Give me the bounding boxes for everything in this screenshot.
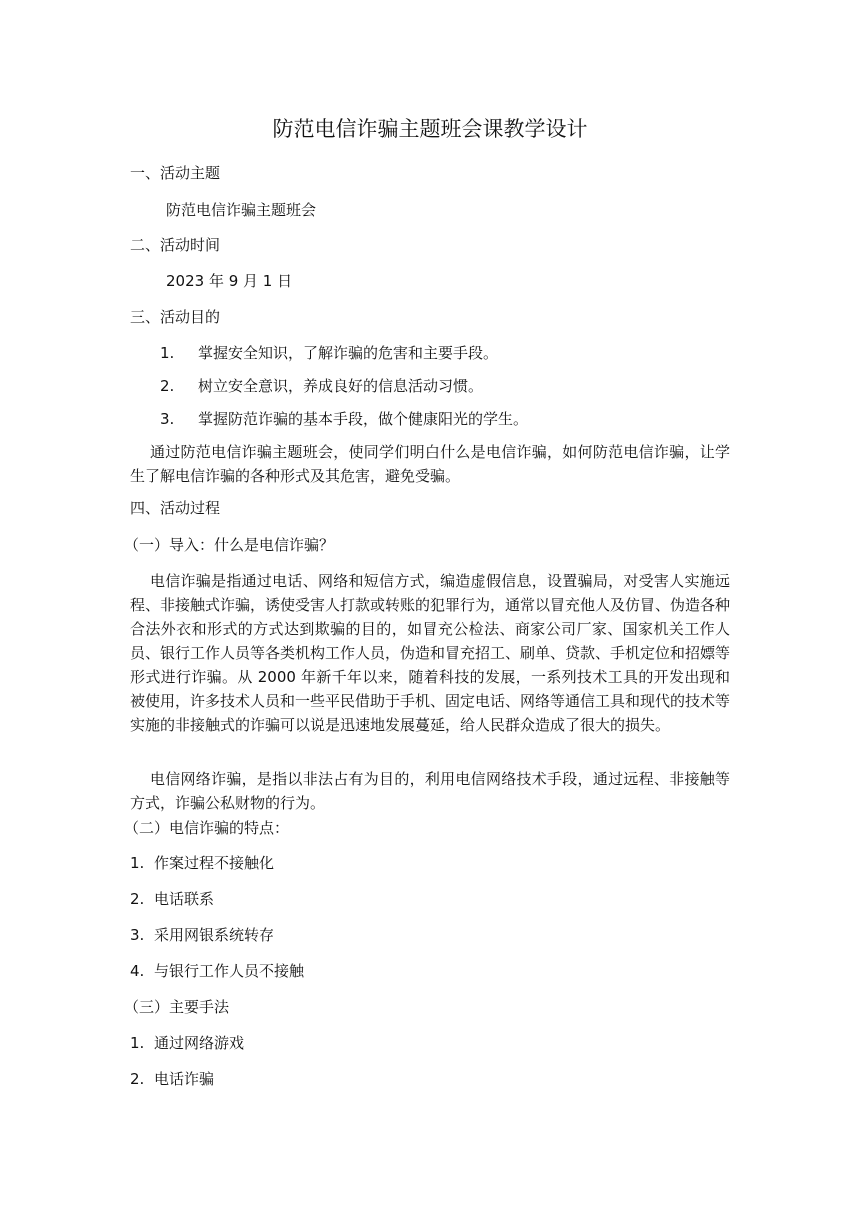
purpose-item-number: 2. — [160, 377, 175, 395]
intro-paragraph-2: 电信网络诈骗，是指以非法占有为目的，利用电信网络技术手段，通过远程、非接触等方式，诈骗公私财物的行为。 — [130, 770, 730, 812]
document-title: 防范电信诈骗主题班会课教学设计 — [272, 117, 588, 141]
section-text-time: 2023 年 9 月 1 日 — [166, 272, 293, 290]
purpose-item-text: 掌握防范诈骗的基本手段，做个健康阳光的学生。 — [198, 410, 529, 428]
feature-item — [130, 853, 274, 873]
purpose-paragraph: 通过防范电信诈骗主题班会，使同学们明白什么是电信诈骗，如何防范电信诈骗，让学生了解电信诈骗的各种形式及其危害，避免受骗。 — [130, 443, 730, 485]
intro-paragraph-1: 电信诈骗是指通过电话、网络和短信方式，编造虚假信息，设置骗局，对受害人实施远程、非接触式诈骗，诱使受害人打款或转账的犯罪行为，通常以冒充他人及仿冒、伪造各种合法外衣和形式的方式达到欺骗的目的，如冒充公检法、商家公司厂家、国家机关工作人员、银行工作人员等各类机构工作人员，伪造和冒充招工、刷单、贷款、手机定位和招嫖等形式进行诈骗。从 2000 年新千年以来，随着科技的发展，一系列技术工具的开发出现和被使用，许多技术人员和一些平民借助于手机、固定电话、网络等通信工具和现代的技术等实施的非接触式的诈骗可以说是迅速地发展蔓延，给人民群众造成了很大的损失。 — [130, 572, 731, 734]
subsection-heading-features: （二）电信诈骗的特点： — [124, 819, 290, 837]
purpose-item — [160, 409, 528, 429]
section-heading-theme: 一、活动主题 — [130, 164, 221, 182]
section-heading-time: 二、活动时间 — [130, 236, 221, 254]
method-item-text: 电话诈骗 — [154, 1070, 215, 1088]
feature-item-number: 3. — [130, 926, 145, 944]
purpose-item — [160, 343, 498, 363]
purpose-item-number: 3. — [160, 410, 175, 428]
section-heading-process: 四、活动过程 — [130, 499, 221, 517]
section-heading-purpose: 三、活动目的 — [130, 308, 221, 326]
purpose-item — [160, 376, 483, 396]
method-item-number: 1. — [130, 1034, 145, 1052]
feature-item — [130, 925, 274, 945]
method-item-number: 2. — [130, 1070, 145, 1088]
feature-item-text: 采用网银系统转存 — [154, 926, 275, 944]
feature-item-number: 2. — [130, 890, 145, 908]
feature-item-text: 与银行工作人员不接触 — [154, 962, 305, 980]
purpose-item-text: 树立安全意识，养成良好的信息活动习惯。 — [198, 377, 484, 395]
feature-item — [130, 889, 214, 909]
feature-item-text: 电话联系 — [154, 890, 215, 908]
method-item — [130, 1069, 214, 1089]
section-text-theme: 防范电信诈骗主题班会 — [166, 201, 317, 219]
purpose-item-number: 1. — [160, 344, 175, 362]
feature-item-text: 作案过程不接触化 — [154, 854, 275, 872]
purpose-item-text: 掌握安全知识，了解诈骗的危害和主要手段。 — [198, 344, 499, 362]
feature-item — [130, 961, 304, 981]
method-item-text: 通过网络游戏 — [154, 1034, 245, 1052]
method-item — [130, 1033, 244, 1053]
feature-item-number: 4. — [130, 962, 145, 980]
subsection-heading-intro: （一）导入：什么是电信诈骗？ — [124, 536, 335, 554]
subsection-heading-methods: （三）主要手法 — [124, 998, 230, 1016]
feature-item-number: 1. — [130, 854, 145, 872]
